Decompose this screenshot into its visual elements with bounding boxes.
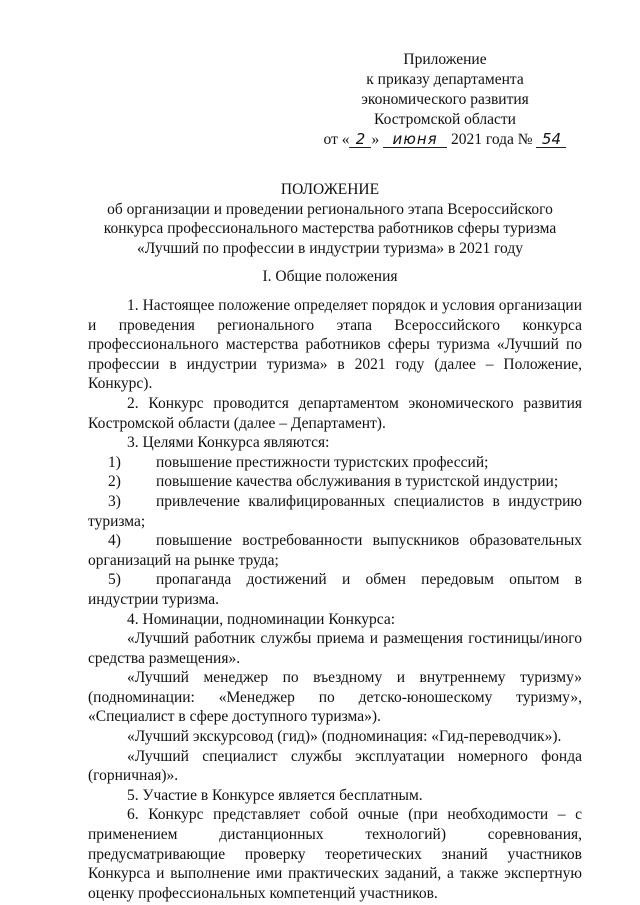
document-subtitle-line-2: конкурса профессионального мастерства работников сферы туризма — [103, 220, 557, 237]
goal-item — [88, 492, 582, 531]
document-title: ПОЛОЖЕНИЕ — [280, 181, 380, 198]
paragraph-1: 1. Настоящее положение определяет порядок и условия организации и проведения регионального этапа Всероссийского конкурса профессионального мастерства работников сферы туризма «Лучший по профессии в индустрии туризма» в 2021 году (далее – Положение, Конкурс). — [88, 297, 582, 393]
goal-text: повышение престижности туристских профессий; — [156, 453, 489, 471]
appendix-date-line — [310, 130, 580, 150]
paragraph-4: 4. Номинации, подноминации Конкурса: — [127, 610, 396, 628]
goal-number: 4) — [108, 532, 121, 550]
goal-text: привлечение квалифицированных специалистов в индустрию туризма; — [88, 492, 582, 530]
nomination-item: «Лучший специалист службы эксплуатации номерного фонда (горничная)». — [88, 747, 582, 785]
appendix-line-2: к приказу департамента — [366, 71, 524, 88]
goal-item — [88, 472, 582, 492]
goal-text: пропаганда достижений и обмен передовым опытом в индустрии туризма. — [88, 571, 582, 608]
goal-text: повышение качества обслуживания в туристской индустрии; — [156, 473, 559, 491]
nomination-item: «Лучший работник службы приема и размещения гостиницы/иного средства размещения». — [88, 630, 582, 667]
handwritten-order-number: 54 — [536, 131, 566, 148]
document-subtitle-line-3: «Лучший по профессии в индустрии туризма» в 2021 году — [136, 239, 523, 257]
goal-number: 1) — [108, 453, 121, 471]
appendix-line-1: Приложение — [403, 51, 487, 68]
nomination-item: «Лучший экскурсовод (гид)» (подноминация: «Гид-переводчик»). — [127, 728, 562, 746]
goal-item — [88, 531, 582, 570]
nomination-item: «Лучший менеджер по въездному и внутреннему туризму» (подноминации: «Менеджер по детско-юношескому туризму», «Специалист в сфере доступного туризма»). — [88, 669, 582, 726]
goal-text: повышение востребованности выпускников образовательных организаций на рынке труда; — [88, 532, 582, 569]
appendix-header — [310, 50, 580, 150]
goal-item — [88, 570, 582, 609]
appendix-line-4: Костромской области — [374, 111, 516, 128]
paragraph-3: 3. Целями Конкурса являются: — [127, 434, 330, 452]
section-heading: I. Общие положения — [262, 268, 398, 285]
date-year: 2021 года № — [450, 131, 533, 148]
document-title-block — [80, 180, 580, 258]
goal-number: 5) — [108, 571, 121, 589]
handwritten-month: июня — [383, 131, 447, 148]
paragraph-5: 5. Участие в Конкурсе является бесплатным. — [127, 786, 423, 804]
date-prefix: от « — [323, 131, 350, 148]
document-body — [88, 296, 582, 903]
goal-item — [88, 453, 582, 473]
date-mid: » — [371, 131, 380, 148]
goal-number: 3) — [108, 492, 121, 510]
handwritten-day: 2 — [349, 131, 371, 148]
document-subtitle-line-1: об организации и проведении регионального этапа Всероссийского — [107, 200, 553, 218]
paragraph-2: 2. Конкурс проводится департаментом экономического развития Костромской области (далее – Департамент). — [88, 394, 582, 432]
appendix-line-3: экономического развития — [361, 91, 529, 108]
goal-number: 2) — [108, 473, 121, 491]
paragraph-6: 6. Конкурс представляет собой очные (при необходимости – с применением дистанционных технологий) соревнования, предусматривающие проверку теоретических знаний участников Конкурса и выполнение ими практических заданий, а также экспертную оценку профессиональных компетенций участников. — [88, 806, 582, 902]
